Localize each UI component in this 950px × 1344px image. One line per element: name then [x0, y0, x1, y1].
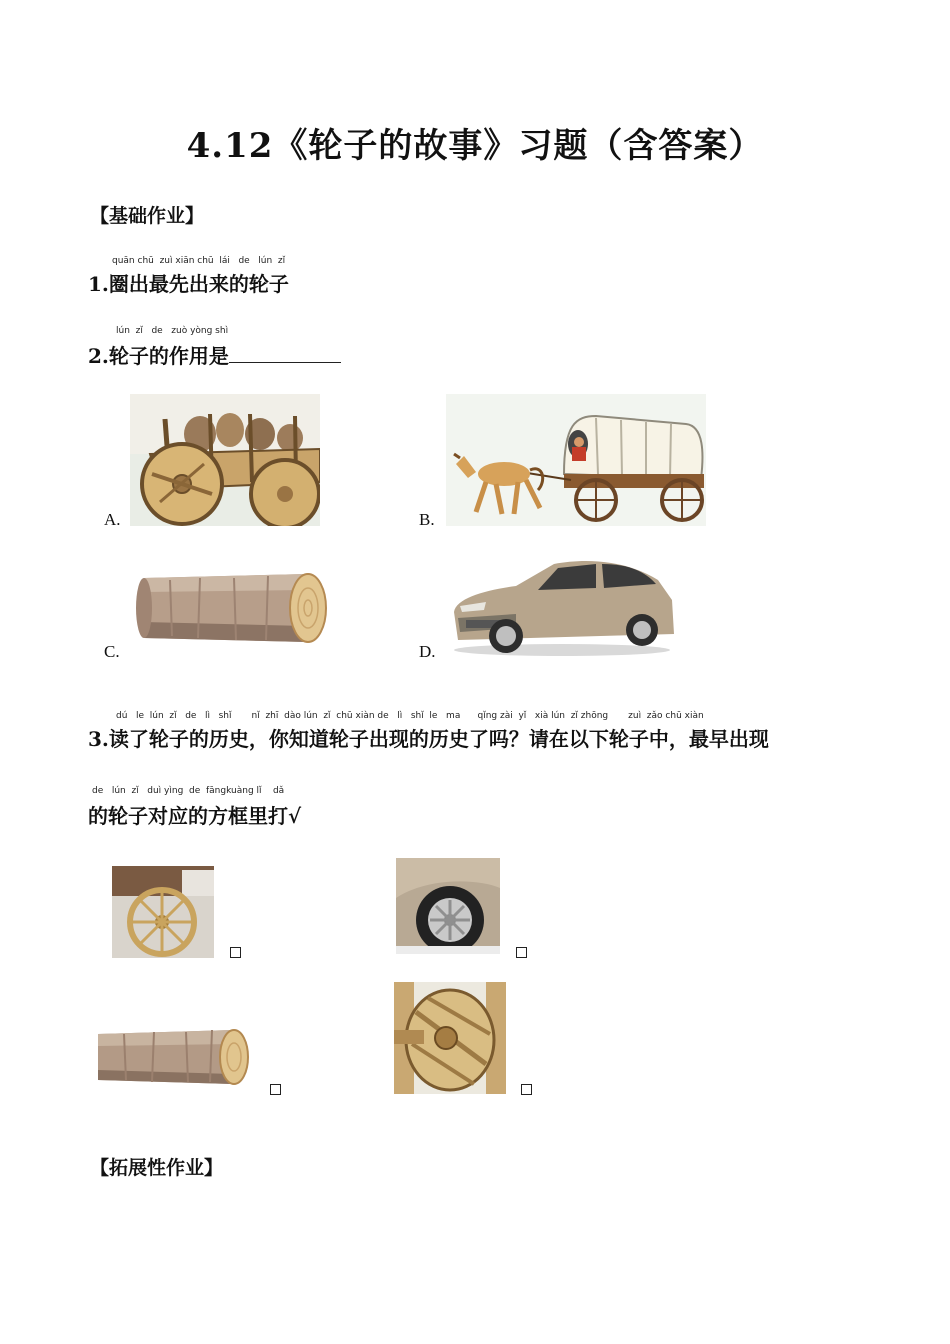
checkbox-log[interactable]: [270, 1084, 281, 1095]
q2-pinyin: lún zǐ de zuò yòng shì: [116, 326, 229, 336]
option-a-cart-image: [130, 394, 320, 526]
option-d-car-image: [446, 550, 678, 658]
section-heading-basic: 【基础作业】: [90, 205, 205, 227]
choice-spoked-wheel-image: [112, 866, 214, 958]
option-c-label: C.: [104, 642, 120, 661]
option-b-label: B.: [419, 510, 435, 529]
q3-pinyin-line2: de lún zǐ duì yìng de fāngkuàng lǐ dǎ: [92, 786, 285, 796]
q3-text-line1: 3.读了轮子的历史，你知道轮子出现的历史了吗？请在以下轮子中，最早出现: [88, 727, 769, 751]
choice-car-wheel-image: [396, 858, 500, 954]
q1-text: 1.圈出最先出来的轮子: [88, 272, 289, 296]
checkbox-spoked-wheel[interactable]: [230, 947, 241, 958]
option-b-horse-wagon-image: [446, 394, 706, 526]
checkbox-solid-wheel[interactable]: [521, 1084, 532, 1095]
q2-line: [88, 340, 341, 369]
section-heading-extended: 【拓展性作业】: [90, 1157, 224, 1179]
q1-pinyin: quān chū zuì xiān chū lái de lún zǐ: [112, 256, 286, 266]
choice-solid-wheel-image: [394, 982, 506, 1094]
choice-log-image: [90, 1020, 254, 1094]
option-c-log-image: [130, 556, 336, 658]
option-a-label: A.: [104, 510, 121, 529]
page-title: 4.12《轮子的故事》习题（含答案）: [186, 126, 764, 166]
option-d-label: D.: [419, 642, 436, 661]
q3-text-line2: 的轮子对应的方框里打√: [88, 804, 302, 828]
q3-pinyin-line1: dú le lún zǐ de lì shǐ nǐ zhī dào lún zǐ chū xiàn de lì shǐ le ma qǐng zài yǐ xià lún zǐ zhōng zuì zǎo chū xiàn: [116, 711, 704, 721]
q2-text: 2.轮子的作用是: [88, 344, 229, 368]
answer-blank[interactable]: [229, 344, 341, 363]
checkbox-car-wheel[interactable]: [516, 947, 527, 958]
